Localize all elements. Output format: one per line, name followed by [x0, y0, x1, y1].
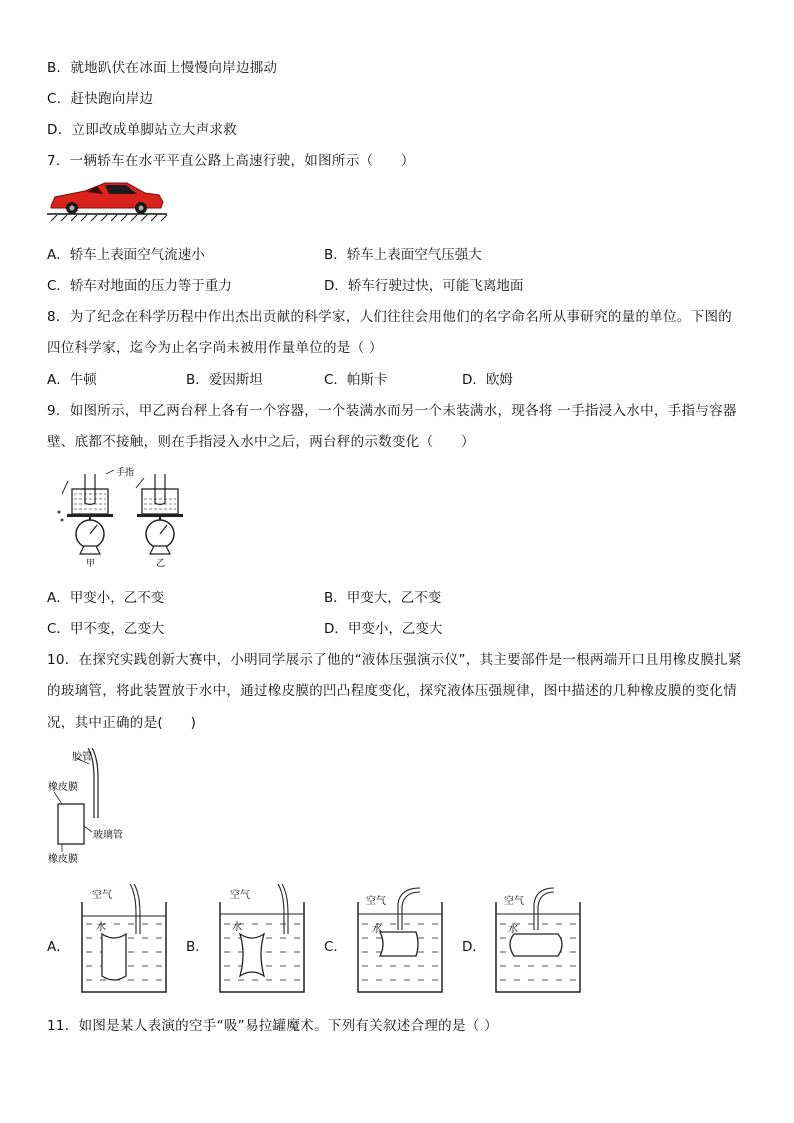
q10-option-a-beaker [74, 884, 172, 996]
q7-option-d: D．轿车行驶过快，可能飞离地面 [324, 278, 524, 294]
q10-option-b-beaker [212, 884, 310, 996]
water-label-c: 水 [372, 924, 382, 935]
q6-option-b: B．就地趴伏在冰面上慢慢向岸边挪动 [47, 60, 278, 76]
scale-jia-label: 甲 [86, 559, 96, 569]
q8-stem-line2: 四位科学家，迄今为止名字尚未被用作量单位的是（ ） [47, 340, 383, 356]
car-figure [47, 180, 169, 222]
q10-stem-line2: 的玻璃管，将此装置放于水中，通过橡皮膜的凹凸程度变化，探究液体压强规律，图中描述的几种橡皮膜的变化情 [47, 683, 737, 699]
membrane-bottom-label: 橡皮膜 [48, 854, 78, 865]
q9-stem-line1: 9．如图所示，甲乙两台秤上各有一个容器，一个装满水而另一个未装满水，现各将 一手指浸入水中，手指与容器 [47, 403, 737, 419]
air-label-c: 空气 [366, 896, 386, 907]
q10-option-d-label: D． [462, 939, 486, 955]
q9-option-b: B．甲变大，乙不变 [324, 590, 442, 606]
q10-option-c-beaker [350, 884, 448, 996]
q9-option-c: C．甲不变，乙变大 [47, 621, 165, 637]
scales-figure [50, 466, 200, 572]
q10-option-c-label: C． [324, 939, 347, 955]
q7-stem: 7．一辆轿车在水平平直公路上高速行驶，如图所示（ ） [47, 153, 415, 169]
scale-yi-label: 乙 [156, 559, 166, 569]
membrane-top-label: 橡皮膜 [48, 782, 78, 793]
q9-stem-line2: 壁、底都不接触，则在手指浸入水中之后，两台秤的示数变化（ ） [47, 434, 475, 450]
water-label-b: 水 [232, 922, 242, 933]
q9-option-d: D．甲变小，乙变大 [324, 621, 443, 637]
finger-label: 手指 [116, 468, 135, 478]
q10-option-a-label: A． [47, 939, 70, 955]
q9-option-a: A．甲变小，乙不变 [47, 590, 165, 606]
water-label-d: 水 [508, 924, 518, 935]
q10-option-b-label: B． [186, 939, 209, 955]
air-label-b: 空气 [230, 890, 250, 901]
hose-label: 胶管 [72, 752, 92, 763]
air-label-d: 空气 [504, 896, 524, 907]
air-label-a: 空气 [92, 890, 112, 901]
q10-stem-line3: 况，其中正确的是( ) [47, 715, 197, 731]
q7-option-b: B．轿车上表面空气压强大 [324, 247, 482, 263]
q10-stem-line1: 10．在探究实践创新大赛中，小明同学展示了他的“液体压强演示仪”，其主要部件是一根两端开口且用橡皮膜扎紧 [47, 652, 742, 668]
q6-option-d: D．立即改成单脚站立大声求救 [47, 122, 238, 138]
q8-option-b: B．爱因斯坦 [186, 372, 263, 388]
q8-option-a: A．牛顿 [47, 372, 97, 388]
q6-option-c: C．赶快跑向岸边 [47, 91, 154, 107]
q8-option-d: D．欧姆 [462, 372, 513, 388]
q7-option-a: A．轿车上表面空气流速小 [47, 247, 205, 263]
q8-option-c: C．帕斯卡 [324, 372, 388, 388]
q10-option-d-beaker [488, 884, 586, 996]
pressure-instrument-figure [48, 748, 158, 868]
glass-tube-label: 玻璃管 [93, 830, 123, 841]
q11-stem: 11．如图是某人表演的空手“吸”易拉罐魔术。下列有关叙述合理的是（ ） [47, 1018, 498, 1034]
q8-stem-line1: 8．为了纪念在科学历程中作出杰出贡献的科学家，人们往往会用他们的名字命名所从事研究的量的单位。下图的 [47, 309, 733, 325]
q7-option-c: C．轿车对地面的压力等于重力 [47, 278, 232, 294]
water-label-a: 水 [96, 922, 106, 933]
